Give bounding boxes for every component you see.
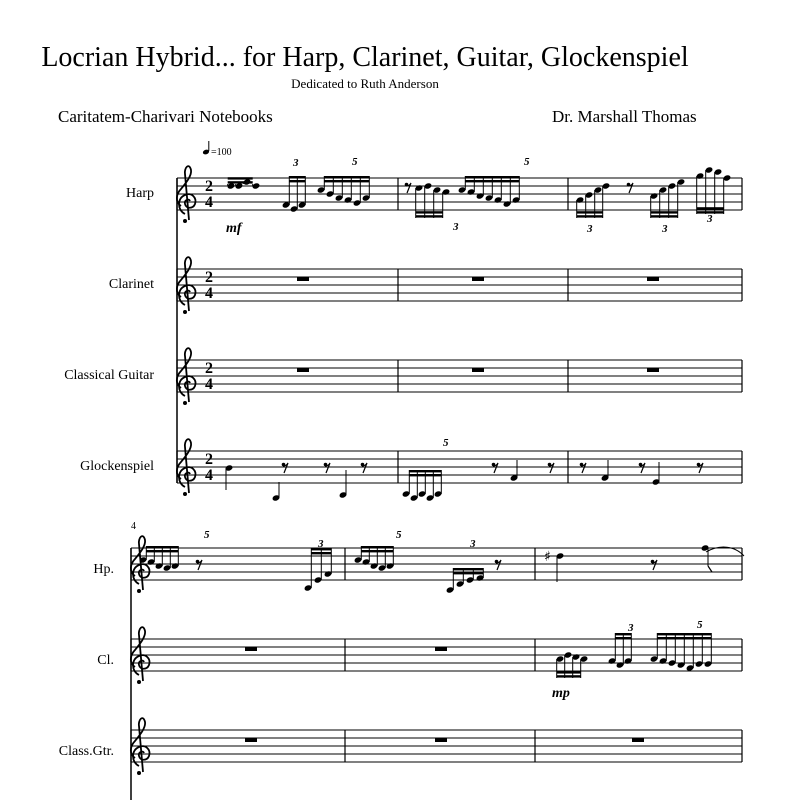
eighth-rest (492, 463, 498, 473)
time-sig-top: 2 (205, 360, 213, 377)
tempo-text: =100 (211, 147, 232, 158)
time-signatures (205, 178, 213, 484)
whole-rest (647, 277, 659, 281)
beam (324, 180, 369, 182)
time-sig-bottom: 4 (205, 285, 213, 302)
eighth-rest (639, 463, 645, 473)
flag (708, 566, 712, 572)
instrument-label-clarinet-short: Cl. (97, 653, 114, 668)
treble-clef-icon (131, 536, 150, 593)
whole-rest (647, 368, 659, 372)
treble-clef-icon (177, 348, 196, 405)
beam (416, 211, 443, 213)
time-sig-top: 2 (205, 269, 213, 286)
eighth-rest (548, 463, 554, 473)
whole-rest (472, 277, 484, 281)
notes-layer (139, 166, 744, 742)
tempo-marking (202, 141, 231, 158)
svg-text:3: 3 (470, 538, 476, 550)
svg-text:5: 5 (524, 156, 530, 168)
eighth-rest (324, 463, 330, 473)
whole-rest (297, 368, 309, 372)
instrument-label-guitar: Classical Guitar (64, 368, 154, 383)
treble-clef-icon (131, 627, 150, 684)
time-sig-top: 2 (205, 451, 213, 468)
whole-rest (435, 738, 447, 742)
instrument-label-harp-short: Hp. (93, 562, 114, 577)
beam (361, 550, 393, 552)
whole-rest (632, 738, 644, 742)
beam (361, 546, 393, 548)
eighth-rest (651, 560, 657, 570)
composer: Dr. Marshall Thomas (552, 107, 697, 126)
collection-subtitle: Caritatem-Charivari Notebooks (58, 107, 273, 126)
beam (311, 552, 331, 554)
eighth-rest (405, 183, 411, 193)
svg-text:5: 5 (352, 156, 358, 168)
eighth-rest (495, 560, 501, 570)
beam (577, 215, 603, 217)
beam (651, 215, 678, 217)
eighth-rest (196, 560, 202, 570)
treble-clef-icon (177, 439, 196, 496)
beam (615, 637, 631, 639)
whole-rest (472, 368, 484, 372)
beam (228, 181, 253, 183)
svg-text:3: 3 (453, 221, 459, 233)
time-sig-bottom: 4 (205, 194, 213, 211)
dynamic-mp: mp (552, 686, 570, 701)
beam (289, 176, 305, 178)
whole-rest (245, 738, 257, 742)
beam (465, 180, 519, 182)
treble-clef-icon (177, 257, 196, 314)
beam (697, 207, 724, 209)
staves (131, 166, 742, 800)
beam (146, 546, 178, 548)
time-sig-top: 2 (205, 178, 213, 195)
beam (557, 675, 581, 677)
svg-text:3: 3 (707, 213, 713, 225)
svg-text:3: 3 (293, 157, 299, 169)
beam (651, 211, 678, 213)
dedication: Dedicated to Ruth Anderson (291, 76, 439, 91)
beam (409, 470, 441, 472)
sharp-icon: ♯ (544, 549, 551, 565)
beam (577, 211, 603, 213)
whole-rest (435, 647, 447, 651)
beam (324, 176, 369, 178)
beam (416, 215, 443, 217)
tuplet-numbers (204, 156, 713, 634)
svg-text:3: 3 (318, 538, 324, 550)
instrument-label-harp: Harp (126, 186, 154, 201)
score-title: Locrian Hybrid... for Harp, Clarinet, Guitar, Glockenspiel (41, 42, 689, 73)
dynamic-mf: mf (226, 221, 242, 236)
svg-text:5: 5 (443, 437, 449, 449)
measure-number: 4 (131, 521, 136, 532)
beam (453, 568, 483, 570)
beam (557, 671, 581, 673)
treble-clef-icon (177, 166, 196, 223)
eighth-rest (697, 463, 703, 473)
svg-text:5: 5 (204, 529, 210, 541)
svg-text:3: 3 (587, 223, 593, 235)
whole-rest (245, 647, 257, 651)
instrument-label-clarinet: Clarinet (108, 277, 154, 292)
beam (409, 474, 441, 476)
beam (657, 637, 711, 639)
eighth-rest (361, 463, 367, 473)
instrument-label-guitar-short: Class.Gtr. (58, 744, 114, 759)
time-sig-bottom: 4 (205, 467, 213, 484)
svg-text:5: 5 (396, 529, 402, 541)
beam (657, 633, 711, 635)
whole-rest (297, 277, 309, 281)
eighth-rest (282, 463, 288, 473)
svg-text:3: 3 (662, 223, 668, 235)
svg-text:5: 5 (697, 619, 703, 631)
beam (465, 176, 519, 178)
eighth-rest (580, 463, 586, 473)
beam (453, 572, 483, 574)
treble-clef-icon (131, 718, 150, 775)
eighth-rest (627, 183, 633, 193)
beam (289, 180, 305, 182)
instrument-label-glockenspiel: Glockenspiel (80, 459, 154, 474)
svg-text:3: 3 (628, 622, 634, 634)
beam (228, 177, 253, 179)
beam (146, 550, 178, 552)
time-sig-bottom: 4 (205, 376, 213, 393)
